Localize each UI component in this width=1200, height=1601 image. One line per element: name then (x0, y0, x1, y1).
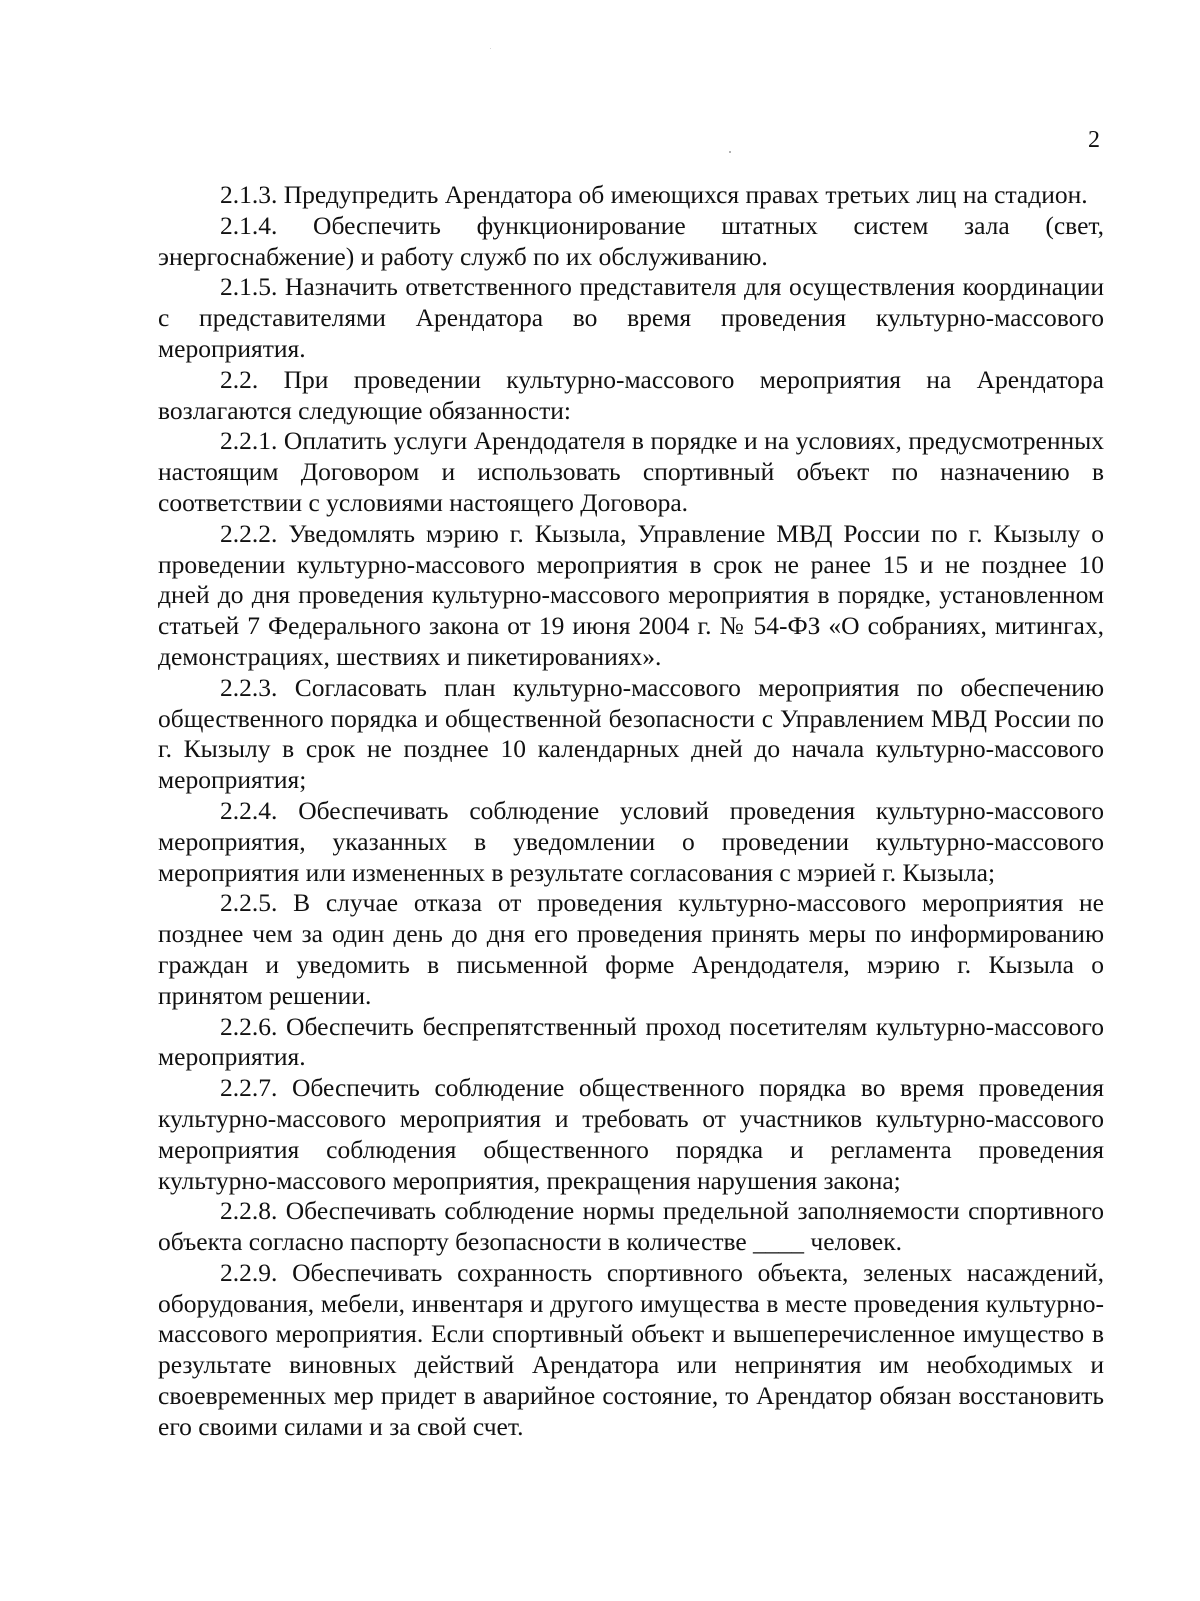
clause-2-1-4: 2.1.4. Обеспечить функционирование штатных систем зала (свет, энергоснабжение) и работу служб по их обслуживанию. (158, 210, 1104, 271)
clause-2-1-5: 2.1.5. Назначить ответственного представителя для осуществления координации с представителями Арендатора во время проведения культурно-массового мероприятия. (158, 272, 1104, 363)
clause-2-2-6: 2.2.6. Обеспечить беспрепятственный проход посетителям культурно-массового мероприятия. (158, 1011, 1104, 1072)
page-number: 2 (1088, 127, 1100, 153)
clause-2-1-3: 2.1.3. Предупредить Арендатора об имеющихся правах третьих лиц на стадион. (220, 180, 1088, 209)
scan-speck (490, 48, 491, 49)
clause-2-2-5: 2.2.5. В случае отказа от проведения культурно-массового мероприятия не позднее чем за один день до дня его проведения принять меры по информированию граждан и уведомить в письменной форме Арендодателя, мэрию г. Кызыла о принятом решении. (158, 888, 1104, 1010)
clause-2-2-4: 2.2.4. Обеспечивать соблюдение условий проведения культурно-массового мероприятия, указанных в уведомлении о проведении культурно-массового мероприятия или измененных в результате согласования с мэрией г. Кызыла; (158, 795, 1104, 887)
clause-2-2-9: 2.2.9. Обеспечивать сохранность спортивного объекта, зеленых насаждений, оборудования, мебели, инвентаря и другого имущества в месте проведения культурно-массового мероприятия. Если спортивный объект и вышеперечисленное имущество в результате виновных действий Арендатора или непринятия им необходимых и своевременных мер придет в аварийное состояние, то Арендатор обязан восстановить его своими силами и за свой счет. (158, 1257, 1104, 1441)
clause-2-2-8: 2.2.8. Обеспечивать соблюдение нормы предельной заполняемости спортивного объекта согласно паспорту безопасности в количестве ____ человек. (158, 1196, 1104, 1257)
clause-2-2-2: 2.2.2. Уведомлять мэрию г. Кызыла, Управление МВД России по г. Кызылу о проведении культурно-массового мероприятия в срок не ранее 15 и не позднее 10 дней до дня проведения культурно-массового мероприятия в порядке, установленном статьей 7 Федерального закона от 19 июня 2004 г. № 54-ФЗ «О собраниях, митингах, демонстрациях, шествиях и пикетированиях». (158, 518, 1104, 671)
clause-2-2-3: 2.2.3. Согласовать план культурно-массового мероприятия по обеспечению общественного порядка и общественной безопасности с Управлением МВД России по г. Кызылу в срок не позднее 10 календарных дней до начала культурно-массового мероприятия; (158, 672, 1104, 795)
clause-2-2-7: 2.2.7. Обеспечить соблюдение общественного порядка во время проведения культурно-массового мероприятия и требовать от участников культурно-массового мероприятия соблюдения общественного порядка и регламента проведения культурно-массового мероприятия, прекращения нарушения закона; (158, 1073, 1104, 1195)
contract-body (158, 180, 1104, 1443)
scan-speck (729, 151, 731, 153)
clause-2-2-1: 2.2.1. Оплатить услуги Арендодателя в порядке и на условиях, предусмотренных настоящим Договором и использовать спортивный объект по назначению в соответствии с условиями настоящего Договора. (158, 426, 1104, 517)
clause-2-2: 2.2. При проведении культурно-массового мероприятия на Арендатора возлагаются следующие обязанности: (158, 364, 1104, 425)
